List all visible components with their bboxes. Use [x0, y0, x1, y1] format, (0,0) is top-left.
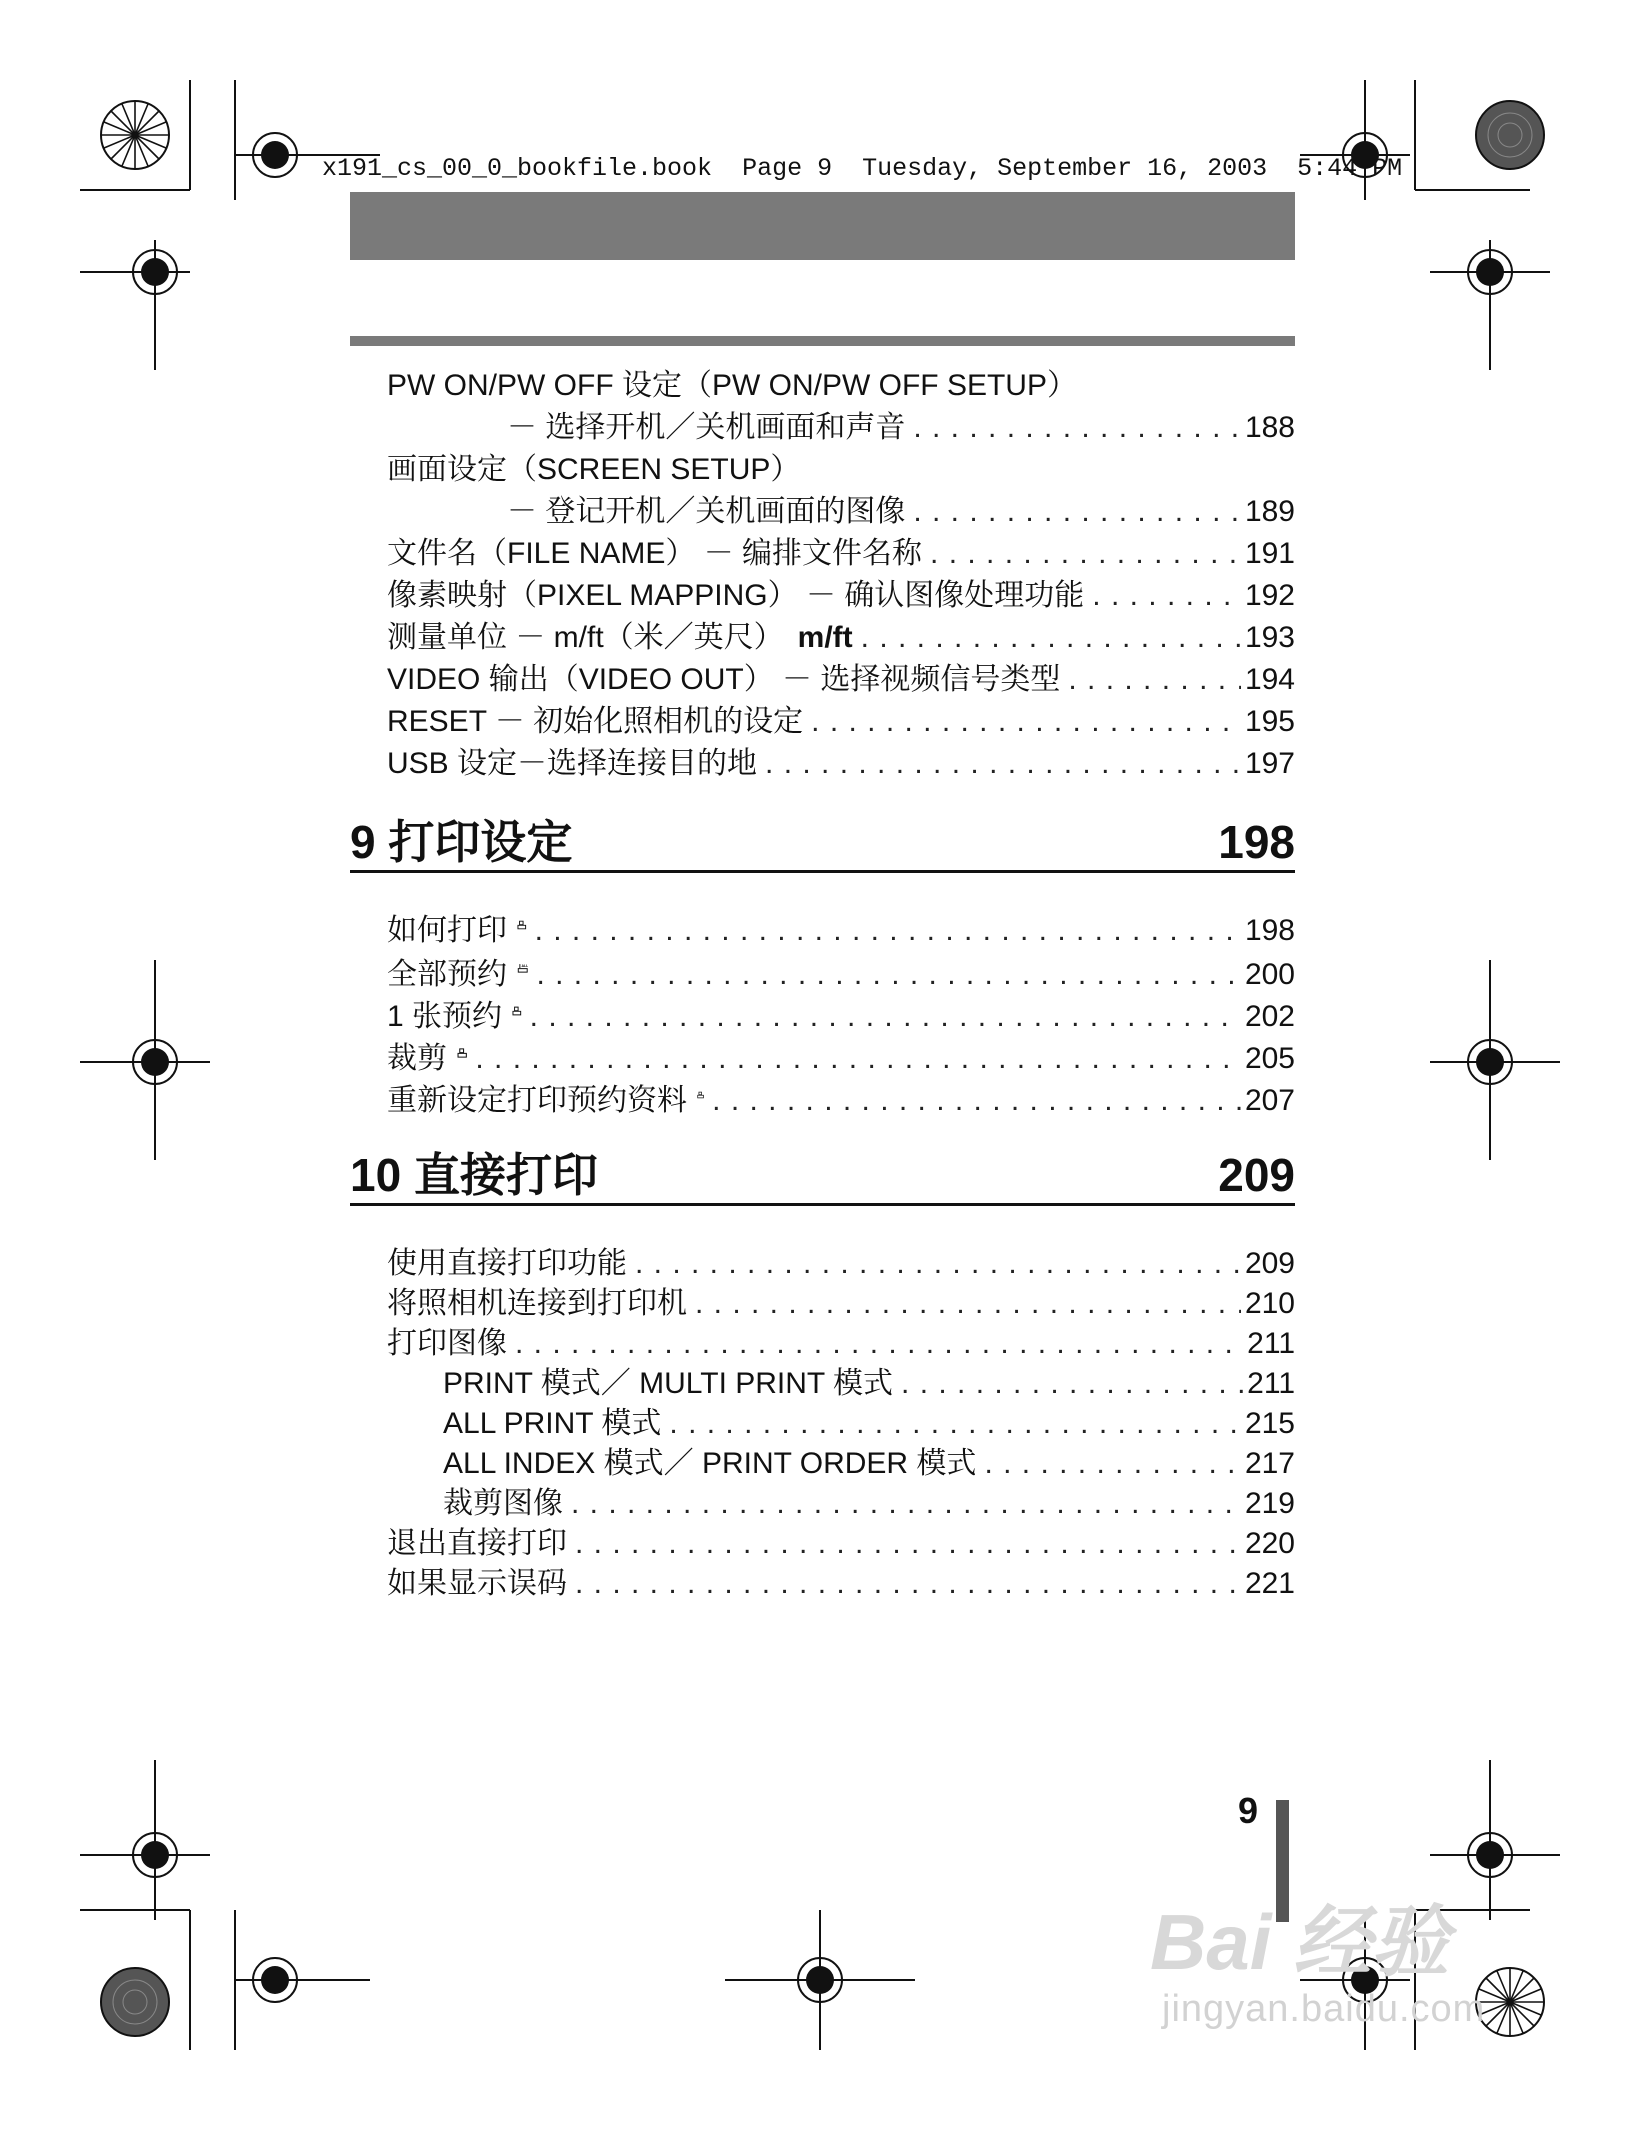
- toc-entry-page: 221: [1244, 1567, 1295, 1600]
- toc-block-print-settings: [387, 910, 1295, 1122]
- toc-entry-page: 194: [1244, 663, 1295, 696]
- toc-entry-text: USB 设定－选择连接目的地: [387, 747, 758, 780]
- toc-entry[interactable]: [387, 1484, 1295, 1524]
- toc-entry-text: － 选择开机／关机画面和声音: [507, 411, 906, 444]
- toc-entry[interactable]: [387, 617, 1295, 659]
- toc-entry[interactable]: [387, 1324, 1295, 1364]
- toc-entry[interactable]: [387, 659, 1295, 701]
- watermark-url: jingyan.baidu.com: [1162, 1988, 1486, 2030]
- toc-entry-text: PRINT 模式／ MULTI PRINT 模式: [443, 1367, 894, 1400]
- toc-entry[interactable]: [387, 449, 1295, 491]
- dot-leader: [536, 954, 1240, 996]
- toc-entry[interactable]: [387, 1364, 1295, 1404]
- dot-leader: [913, 491, 1241, 533]
- toc-entry-text: 裁剪: [387, 1042, 447, 1075]
- dot-leader: [1068, 659, 1241, 701]
- toc-entry[interactable]: [387, 1080, 1295, 1122]
- dot-leader: [913, 407, 1241, 449]
- toc-entry-text: 如果显示误码: [387, 1567, 567, 1600]
- toc-entry-text: PW ON/PW OFF 设定（PW ON/PW OFF SETUP）: [387, 369, 1077, 402]
- toc-entry[interactable]: [387, 1284, 1295, 1324]
- toc-entry-page: 209: [1244, 1247, 1295, 1280]
- section-heading-10[interactable]: [350, 1143, 1295, 1206]
- section-page: 198: [1218, 816, 1295, 868]
- dot-leader: [515, 1324, 1243, 1364]
- print-reserve-icon: [517, 910, 527, 940]
- toc-entry-text: 全部预约: [387, 958, 507, 991]
- toc-entry-page: 198: [1244, 914, 1295, 947]
- toc-entry[interactable]: [387, 533, 1295, 575]
- toc-entry-text: 测量单位 － m/ft（米／英尺）: [387, 621, 784, 654]
- header-gray-band: [350, 192, 1295, 260]
- dot-leader: [695, 1284, 1241, 1324]
- toc-entry[interactable]: [387, 996, 1295, 1038]
- dot-leader: [984, 1444, 1241, 1484]
- dot-leader: [1092, 575, 1241, 617]
- toc-entry-text: 像素映射（PIXEL MAPPING） － 确认图像处理功能: [387, 579, 1085, 612]
- toc-entry-text: 文件名（FILE NAME） － 编排文件名称: [387, 537, 923, 570]
- svg-text:ALL: ALL: [521, 964, 529, 969]
- toc-entry-text: RESET － 初始化照相机的设定: [387, 705, 804, 738]
- dot-leader: [765, 743, 1241, 785]
- toc-entry-text: 裁剪图像: [443, 1487, 563, 1520]
- toc-entry[interactable]: [387, 1038, 1295, 1080]
- toc-entry[interactable]: [387, 1524, 1295, 1564]
- toc-entry-text: VIDEO 输出（VIDEO OUT） － 选择视频信号类型: [387, 663, 1061, 696]
- print-reserve-icon: [457, 1038, 467, 1068]
- toc-entry[interactable]: [387, 1444, 1295, 1484]
- dot-leader: [635, 1244, 1241, 1284]
- toc-entry-page: 195: [1244, 705, 1295, 738]
- toc-entry-page: 217: [1244, 1447, 1295, 1480]
- dot-leader: [811, 701, 1241, 743]
- toc-entry-text: 重新设定打印预约资料: [387, 1084, 687, 1117]
- print-reserve-icon: [512, 996, 522, 1026]
- dot-leader: [930, 533, 1241, 575]
- toc-entry-text: ALL PRINT 模式: [443, 1407, 662, 1440]
- watermark-brand: Bai 经验: [1150, 1898, 1450, 1986]
- toc-entry-page: 192: [1244, 579, 1295, 612]
- toc-entry-text: 将照相机连接到打印机: [387, 1287, 687, 1320]
- toc-block-direct-print: [387, 1244, 1295, 1604]
- baidu-watermark: [1150, 1880, 1550, 2050]
- toc-entry[interactable]: [387, 407, 1295, 449]
- toc-entry-page: 200: [1244, 958, 1295, 991]
- section-heading-9[interactable]: [350, 810, 1295, 873]
- toc-entry[interactable]: [387, 743, 1295, 785]
- toc-entry-text: 退出直接打印: [387, 1527, 567, 1560]
- toc-entry-text: ALL INDEX 模式／ PRINT ORDER 模式: [443, 1447, 977, 1480]
- dot-leader: [475, 1038, 1241, 1080]
- toc-entry-page: 193: [1244, 621, 1295, 654]
- toc-entry[interactable]: [387, 1404, 1295, 1444]
- toc-entry[interactable]: [387, 491, 1295, 533]
- toc-entry-text: 如何打印: [387, 914, 507, 947]
- toc-entry-page: 211: [1247, 1367, 1295, 1400]
- toc-entry-page: 220: [1244, 1527, 1295, 1560]
- toc-block-setup: [387, 365, 1295, 785]
- toc-entry-text: 画面设定（SCREEN SETUP）: [387, 453, 801, 486]
- section-title: 9 打印设定: [350, 816, 573, 868]
- toc-entry-page: 207: [1244, 1084, 1295, 1117]
- dot-leader: [712, 1080, 1241, 1122]
- toc-entry[interactable]: [387, 910, 1295, 952]
- toc-entry-text: 打印图像: [387, 1327, 507, 1360]
- dot-leader: [530, 996, 1241, 1038]
- toc-entry-page: 189: [1244, 495, 1295, 528]
- toc-entry[interactable]: [387, 365, 1295, 407]
- toc-entry-text: 1 张预约: [387, 1000, 503, 1033]
- file-header-line: x191_cs_00_0_bookfile.book Page 9 Tuesday, September 16, 2003 5:44 PM: [322, 154, 1403, 183]
- toc-entry-page: 219: [1244, 1487, 1295, 1520]
- print-reserve-icon: [697, 1080, 704, 1110]
- dot-leader: [571, 1484, 1241, 1524]
- toc-entry[interactable]: [387, 1564, 1295, 1604]
- toc-entry[interactable]: [387, 952, 1295, 996]
- toc-entry-page: 202: [1244, 1000, 1295, 1033]
- toc-entry[interactable]: [387, 575, 1295, 617]
- dot-leader: [535, 910, 1241, 952]
- toc-entry[interactable]: [387, 1244, 1295, 1284]
- toc-entry-page: 188: [1244, 411, 1295, 444]
- dot-leader: [575, 1564, 1241, 1604]
- all-print-reserve-icon: [517, 952, 528, 984]
- toc-entry-text: － 登记开机／关机画面的图像: [507, 495, 906, 528]
- toc-entry-bold-unit: m/ft: [797, 621, 853, 654]
- toc-entry-page: 197: [1244, 747, 1295, 780]
- dot-leader: [669, 1404, 1241, 1444]
- toc-entry-page: 205: [1244, 1042, 1295, 1075]
- dot-leader: [861, 617, 1241, 659]
- section-page: 209: [1218, 1149, 1295, 1201]
- header-gray-rule: [350, 336, 1295, 346]
- section-title: 10 直接打印: [350, 1149, 598, 1201]
- toc-entry-text: 使用直接打印功能: [387, 1247, 627, 1280]
- toc-entry-page: 215: [1244, 1407, 1295, 1440]
- toc-entry-page: 211: [1247, 1327, 1295, 1360]
- toc-entry[interactable]: [387, 701, 1295, 743]
- dot-leader: [901, 1364, 1243, 1404]
- page-number: 9: [1238, 1790, 1259, 1831]
- dot-leader: [575, 1524, 1241, 1564]
- toc-entry-page: 191: [1244, 537, 1295, 570]
- toc-entry-page: 210: [1244, 1287, 1295, 1320]
